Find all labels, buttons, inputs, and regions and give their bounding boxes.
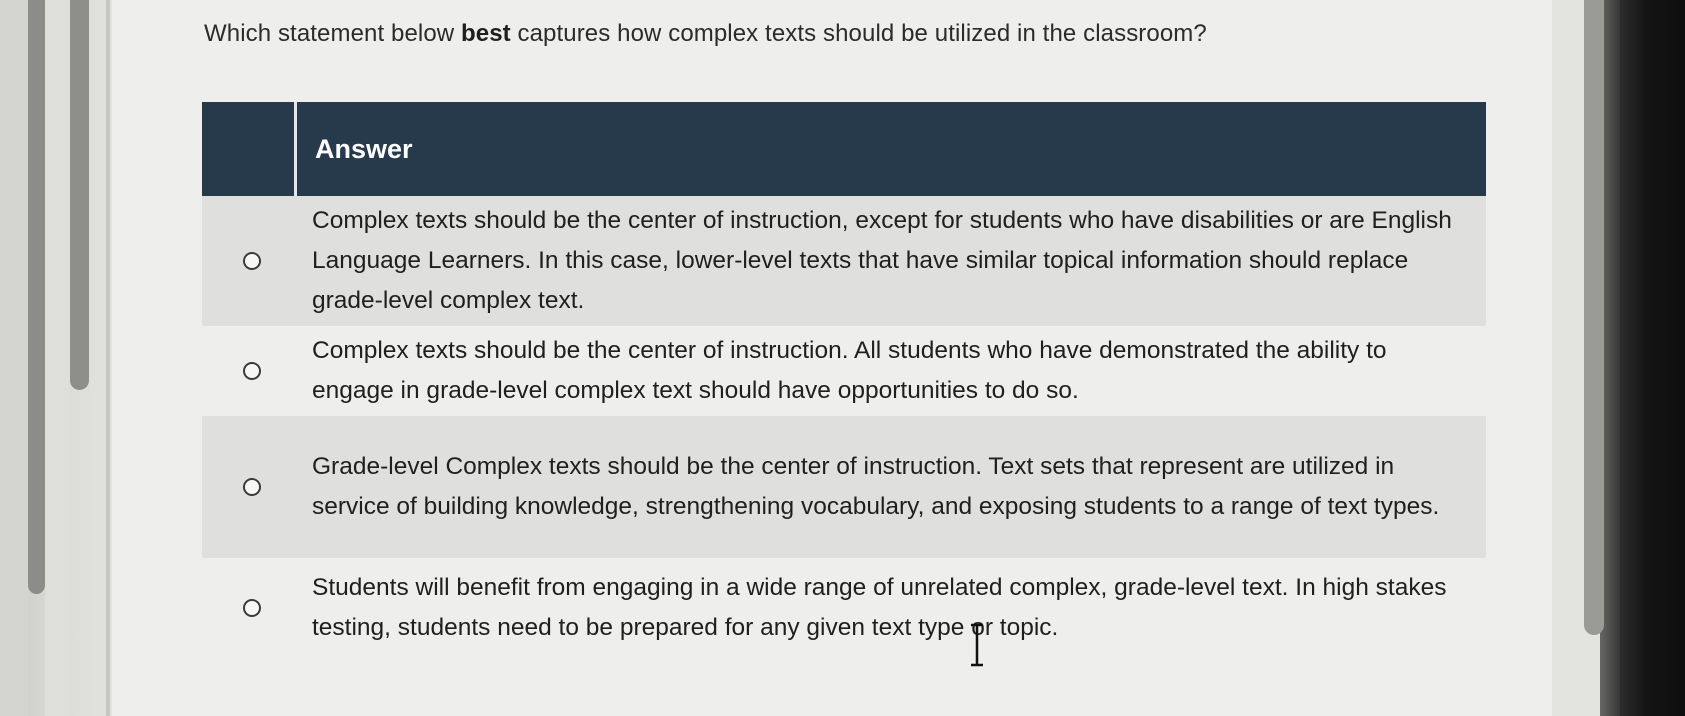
radio-button-icon[interactable] xyxy=(243,478,261,496)
left-edge xyxy=(0,0,28,716)
question-bold: best xyxy=(460,20,511,47)
answer-option-text[interactable]: Complex texts should be the center of instruction. All students who have demonstrated the ability to engage in grade-level complex text should have opportunities to do so. xyxy=(312,337,1387,404)
header-answer-label: Answer xyxy=(315,134,413,164)
answer-table-header xyxy=(202,102,1486,196)
radio-button-icon[interactable] xyxy=(243,252,261,270)
answer-option-4[interactable] xyxy=(202,558,1486,658)
answer-option-1[interactable] xyxy=(202,196,1486,326)
question-text xyxy=(204,20,1207,48)
answer-option-text[interactable]: Complex texts should be the center of instruction, except for students who have disabilities or are English Language Learners. In this case, lower-level texts that have similar topical information should replace grade-level complex text. xyxy=(312,207,1452,314)
radio-cell[interactable] xyxy=(202,362,302,380)
radio-cell[interactable] xyxy=(202,252,302,270)
left-divider xyxy=(106,0,110,716)
radio-button-icon[interactable] xyxy=(243,362,261,380)
answer-option-text[interactable]: Grade-level Complex texts should be the center of instruction. Text sets that represent are utilized in service of building knowledge, strengthening vocabulary, and exposing students to a range of text types. xyxy=(312,453,1440,520)
answer-table xyxy=(202,102,1486,658)
radio-cell[interactable] xyxy=(202,599,302,617)
monitor-bezel xyxy=(1620,0,1685,716)
radio-cell[interactable] xyxy=(202,478,302,496)
left-scrollbar-thumb-outer[interactable] xyxy=(28,0,45,594)
answer-option-2[interactable] xyxy=(202,326,1486,416)
header-radio-column xyxy=(202,102,297,196)
left-scrollbar-thumb-inner[interactable] xyxy=(70,0,89,390)
text-cursor-icon xyxy=(969,623,985,667)
question-suffix: captures how complex texts should be utilized in the classroom? xyxy=(510,20,1207,47)
radio-button-icon[interactable] xyxy=(243,599,261,617)
answer-option-text[interactable]: Students will benefit from engaging in a wide range of unrelated complex, grade-level text. In high stakes testing, students need to be prepared for any given text type or topic. xyxy=(312,574,1447,641)
answer-option-3[interactable] xyxy=(202,416,1486,558)
right-scrollbar-thumb[interactable] xyxy=(1584,0,1604,635)
left-gap xyxy=(45,0,70,716)
question-prefix: Which statement below xyxy=(204,20,461,47)
